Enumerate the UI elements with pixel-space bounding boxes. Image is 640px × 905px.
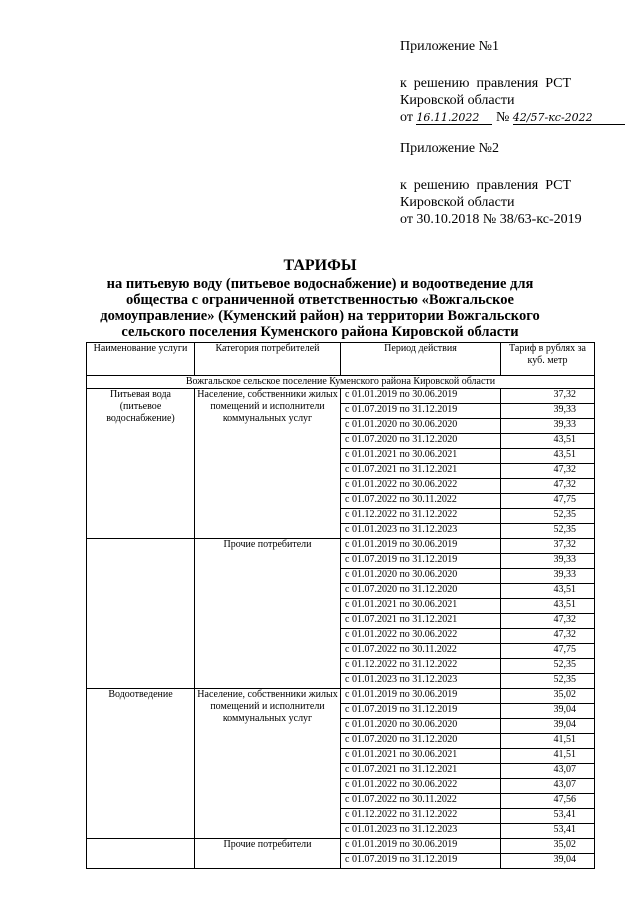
tariff-table-body [87,343,595,869]
tariff-table [86,342,595,869]
handwritten-date: 16.11.2022 [416,111,492,125]
table-row [87,539,595,554]
period-cell: с 01.01.2023 по 31.12.2023 [341,524,501,539]
appendix-1-authority: Кировской области [400,93,515,108]
period-cell: с 01.07.2019 по 31.12.2019 [341,554,501,569]
period-cell: с 01.01.2022 по 30.06.2022 [341,629,501,644]
tariff-value-cell: 41,51 [501,734,595,749]
category-cell: Прочие потребители [195,839,341,869]
tariff-value-cell: 39,33 [501,404,595,419]
period-cell: с 01.07.2019 по 31.12.2019 [341,704,501,719]
period-cell: с 01.07.2020 по 31.12.2020 [341,584,501,599]
period-cell: с 01.01.2020 по 30.06.2020 [341,569,501,584]
tariff-value-cell: 39,33 [501,554,595,569]
tariff-value-cell: 47,32 [501,629,595,644]
period-cell: с 01.07.2022 по 30.11.2022 [341,794,501,809]
service-cell: Водоотведение [87,689,195,839]
table-row [87,839,595,854]
tariff-value-cell: 35,02 [501,839,595,854]
service-cell [87,839,195,869]
tariff-value-cell: 43,51 [501,449,595,464]
header-category: Категория потребителей [195,343,341,376]
period-cell: с 01.07.2019 по 31.12.2019 [341,404,501,419]
tariff-value-cell: 43,07 [501,779,595,794]
appendix-1-decision-line: к решению правления РСТ [400,76,572,91]
tariff-value-cell: 41,51 [501,749,595,764]
period-cell: с 01.12.2022 по 31.12.2022 [341,659,501,674]
period-cell: с 01.01.2021 по 30.06.2021 [341,599,501,614]
period-cell: с 01.01.2019 по 30.06.2019 [341,389,501,404]
heading-title: ТАРИФЫ [283,257,357,274]
period-cell: с 01.07.2020 по 31.12.2020 [341,434,501,449]
period-cell: с 01.01.2020 по 30.06.2020 [341,719,501,734]
period-cell: с 01.07.2022 по 30.11.2022 [341,644,501,659]
tariff-value-cell: 52,35 [501,659,595,674]
tariff-value-cell: 43,51 [501,434,595,449]
tariff-value-cell: 52,35 [501,674,595,689]
tariff-value-cell: 52,35 [501,524,595,539]
tariff-value-cell: 43,51 [501,599,595,614]
period-cell: с 01.01.2022 по 30.06.2022 [341,479,501,494]
heading-line: на питьевую воду (питьевое водоснабжение) и водоотведение для [106,276,534,292]
period-cell: с 01.01.2022 по 30.06.2022 [341,779,501,794]
period-cell: с 01.01.2021 по 30.06.2021 [341,749,501,764]
tariff-value-cell: 47,75 [501,494,595,509]
tariff-value-cell: 47,75 [501,644,595,659]
period-cell: с 01.07.2020 по 31.12.2020 [341,734,501,749]
period-cell: с 01.01.2020 по 30.06.2020 [341,419,501,434]
appendix-2-block [400,140,582,228]
period-cell: с 01.01.2023 по 31.12.2023 [341,674,501,689]
document-heading [70,256,570,340]
tariff-value-cell: 39,04 [501,704,595,719]
period-cell: с 01.07.2022 по 30.11.2022 [341,494,501,509]
tariff-value-cell: 39,33 [501,569,595,584]
appendix-2-decision-line: к решению правления РСТ [400,178,572,193]
heading-line: домоуправление» (Куменский район) на территории Вожгальского [100,308,540,324]
header-tariff: Тариф в рублях за куб. метр [501,343,595,376]
table-row [87,689,595,704]
tariff-value-cell: 47,32 [501,479,595,494]
tariff-value-cell: 39,04 [501,854,595,869]
period-cell: с 01.01.2019 по 30.06.2019 [341,539,501,554]
header-period: Период действия [341,343,501,376]
section-title: Вожгальское сельское поселение Куменского района Кировской области [87,376,595,389]
tariff-value-cell: 52,35 [501,509,595,524]
appendix-2-date-number: от 30.10.2018 № 38/63-кс-2019 [400,212,582,227]
tariff-value-cell: 47,32 [501,464,595,479]
tariff-value-cell: 47,56 [501,794,595,809]
period-cell: с 01.01.2023 по 31.12.2023 [341,824,501,839]
period-cell: с 01.01.2019 по 30.06.2019 [341,839,501,854]
tariff-value-cell: 37,32 [501,539,595,554]
period-cell: с 01.07.2021 по 31.12.2021 [341,464,501,479]
period-cell: с 01.01.2019 по 30.06.2019 [341,689,501,704]
heading-line: общества с ограниченной ответственностью «Вожгальское [126,292,514,308]
tariff-value-cell: 47,32 [501,614,595,629]
period-cell: с 01.07.2021 по 31.12.2021 [341,764,501,779]
service-cell [87,539,195,689]
period-cell: с 01.01.2021 по 30.06.2021 [341,449,501,464]
tariff-value-cell: 39,33 [501,419,595,434]
service-cell: Питьевая вода (питьевое водоснабжение) [87,389,195,539]
tariff-value-cell: 37,32 [501,389,595,404]
period-cell: с 01.07.2019 по 31.12.2019 [341,854,501,869]
appendix-1-date-number [400,109,625,126]
period-cell: с 01.12.2022 по 31.12.2022 [341,809,501,824]
period-cell: с 01.12.2022 по 31.12.2022 [341,509,501,524]
tariff-value-cell: 39,04 [501,719,595,734]
appendix-1-block [400,38,625,126]
category-cell: Население, собственники жилых помещений и исполнители коммунальных услуг [195,389,341,539]
handwritten-number: 42/57-кс-2022 [513,111,625,125]
tariff-value-cell: 43,07 [501,764,595,779]
heading-line: сельского поселения Куменского района Кировской области [121,324,519,340]
appendix-2-authority: Кировской области [400,195,515,210]
appendix-1-prefix: от [400,110,413,125]
section-row [87,376,595,389]
table-row [87,389,595,404]
tariff-value-cell: 43,51 [501,584,595,599]
category-cell: Прочие потребители [195,539,341,689]
table-header-row [87,343,595,376]
period-cell: с 01.07.2021 по 31.12.2021 [341,614,501,629]
category-cell: Население, собственники жилых помещений и исполнители коммунальных услуг [195,689,341,839]
header-service: Наименование услуги [87,343,195,376]
number-sign: № [495,110,510,125]
tariff-value-cell: 53,41 [501,809,595,824]
appendix-2-title: Приложение №2 [400,141,499,156]
tariff-value-cell: 35,02 [501,689,595,704]
tariff-value-cell: 53,41 [501,824,595,839]
appendix-1-title: Приложение №1 [400,39,499,54]
